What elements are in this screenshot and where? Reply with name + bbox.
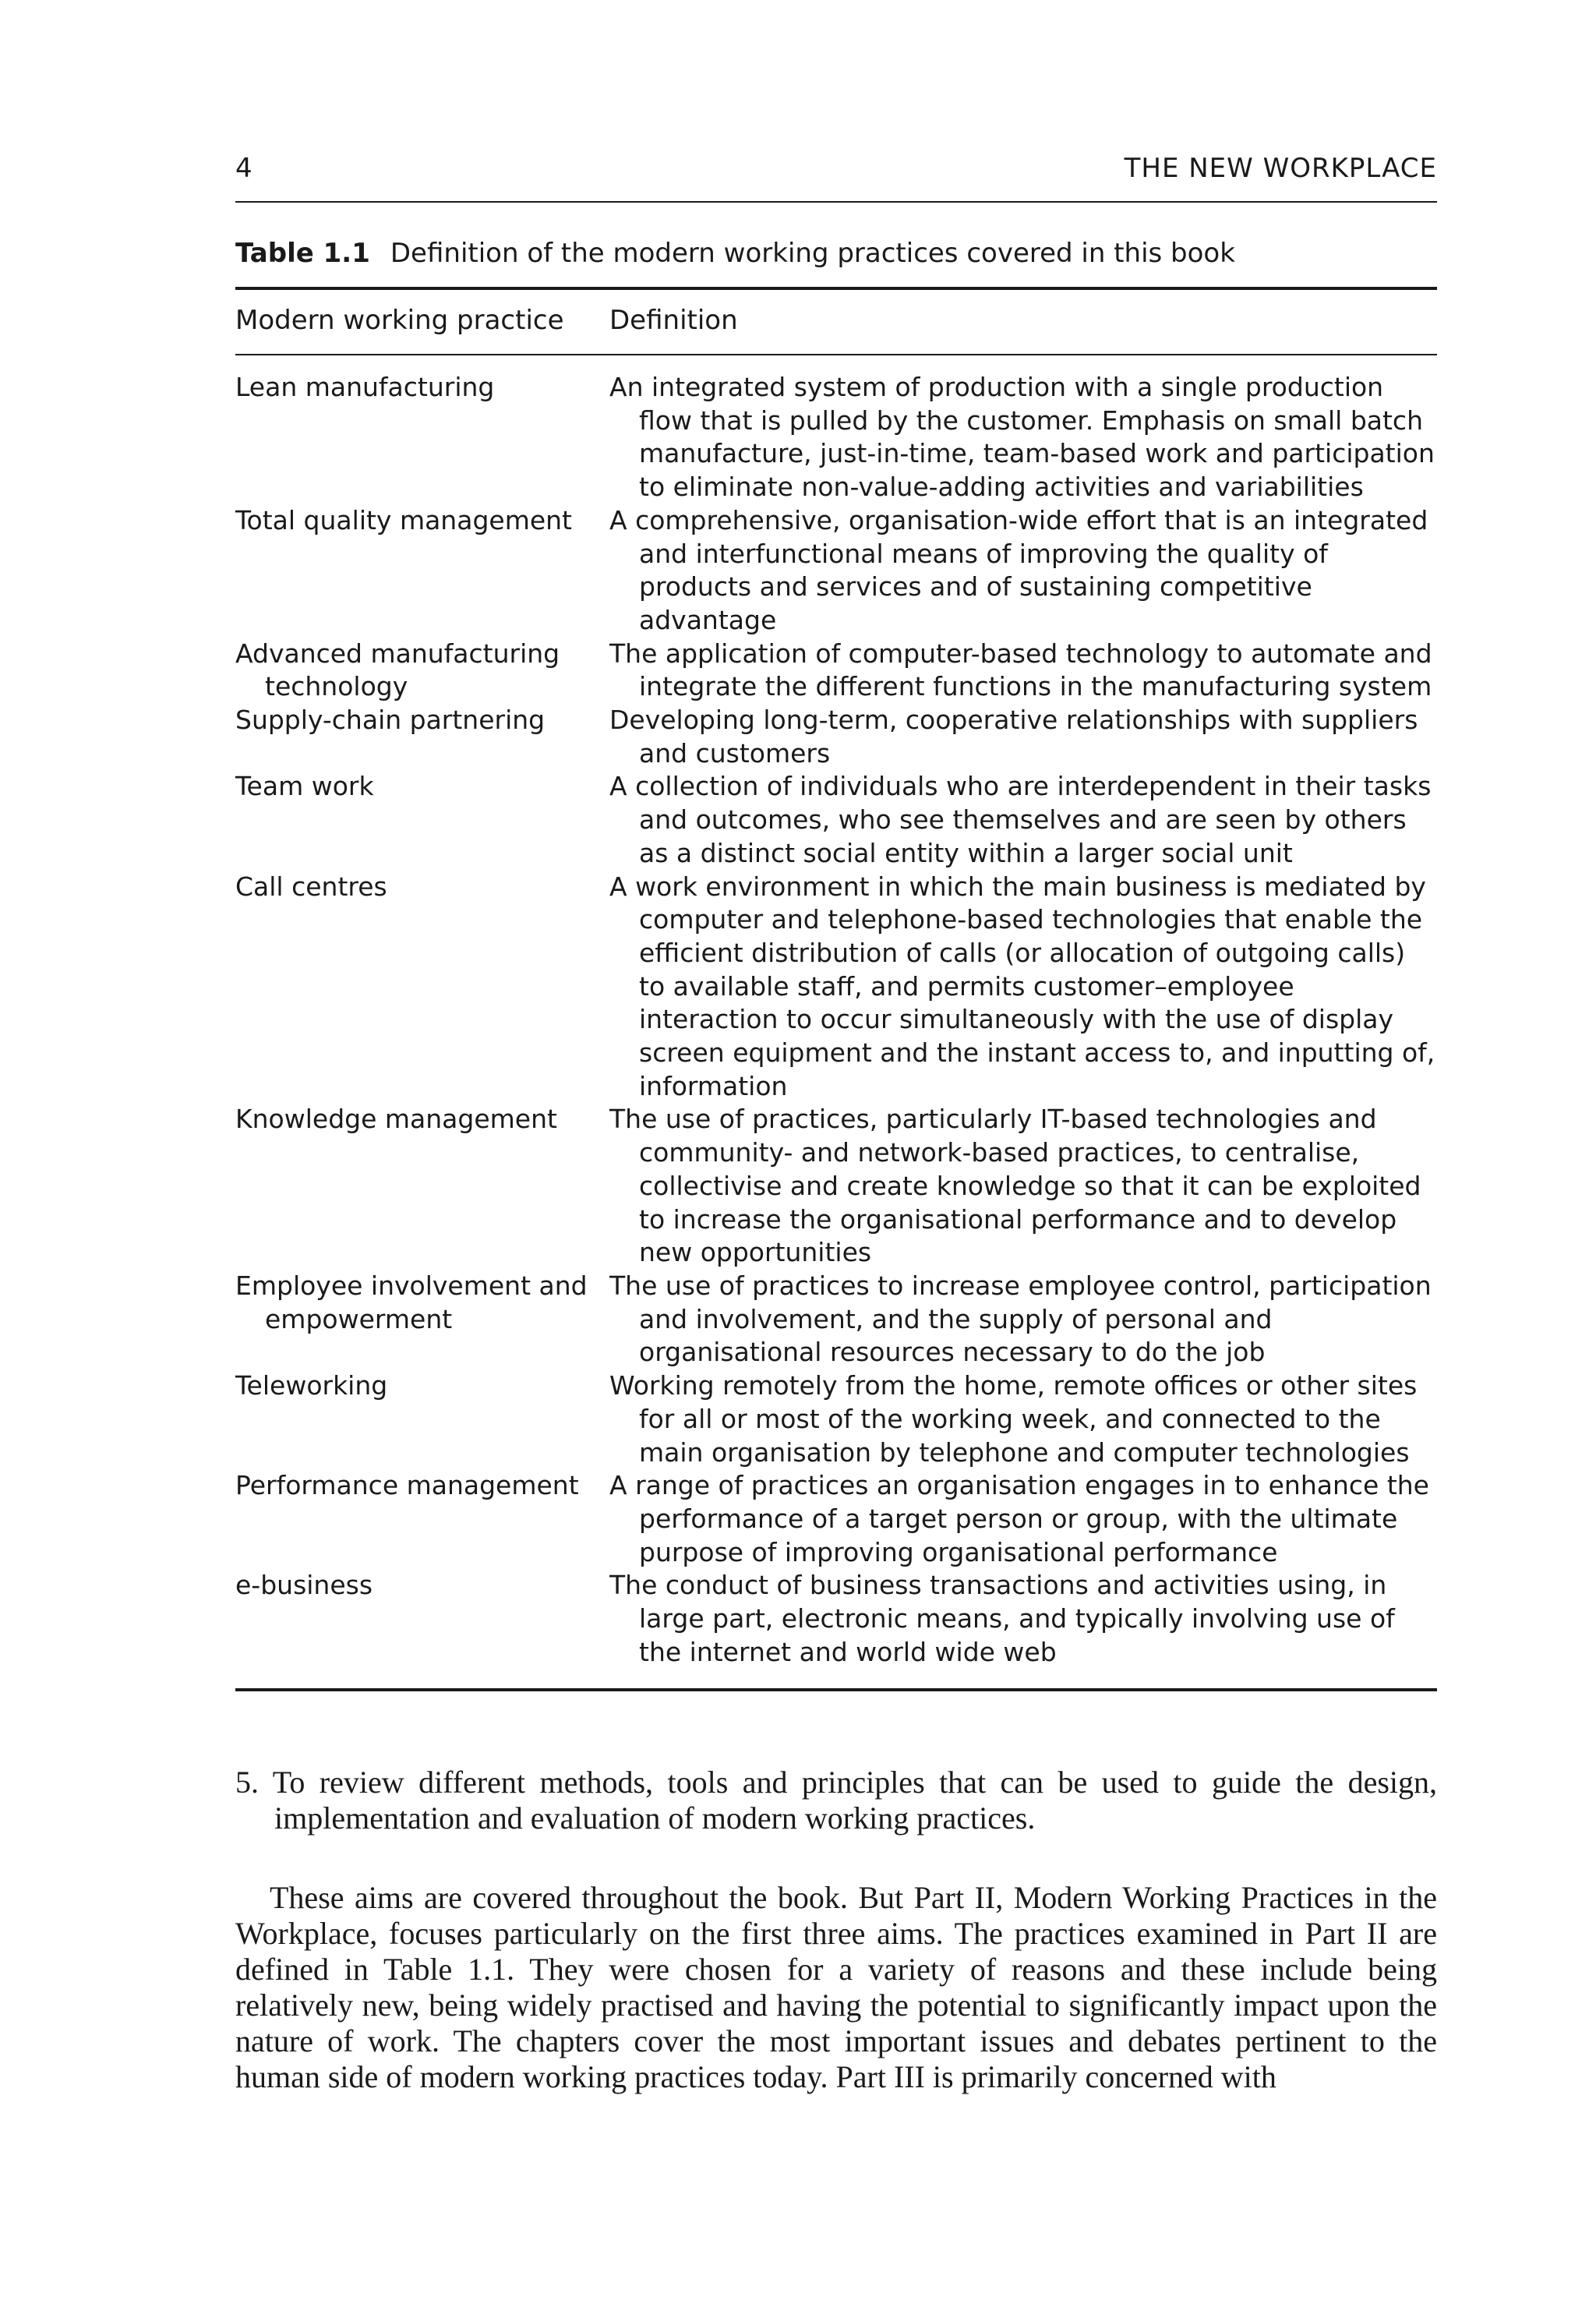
table-caption-text: Definition of the modern working practices covered in this book bbox=[390, 238, 1235, 269]
list-item-aim-5: 5. To review different methods, tools and principles that can be used to guide the design, implementation and evaluation of modern working practices. bbox=[235, 1765, 1437, 1836]
table-row bbox=[235, 1369, 1437, 1469]
body-paragraph: These aims are covered throughout the book. But Part II, Modern Working Practices in the Workplace, focuses particularly on the first three aims. The practices examined in Part II are defined in Table 1.1. They were chosen for a variety of reasons and these include being relatively new, being widely practised and having the potential to significantly impact upon the nature of work. The chapters cover the most important issues and debates pertinent to the human side of modern working practices today. Part III is primarily concerned with bbox=[235, 1880, 1437, 2094]
practice-term: Advanced manufacturing technology bbox=[235, 638, 560, 702]
table-caption bbox=[235, 238, 1437, 269]
table-row bbox=[235, 371, 1437, 504]
table-top-rule bbox=[235, 287, 1437, 290]
table-row bbox=[235, 504, 1437, 638]
practice-definition: A range of practices an organisation engages in to enhance the performance of a target person or group, with the ultimate purpose of improving organisational performance bbox=[609, 1470, 1429, 1567]
practice-definition: The use of practices, particularly IT-based technologies and community- and network-based practices, to centralise, collectivise and create knowledge so that it can be exploited to increase the organisational performance and to develop new opportunities bbox=[609, 1104, 1421, 1268]
table-caption-label: Table 1.1 bbox=[235, 238, 370, 269]
practice-definition: A collection of individuals who are interdependent in their tasks and outcomes, who see themselves and are seen by others as a distinct social entity within a larger social unit bbox=[609, 771, 1432, 868]
practice-term: Total quality management bbox=[235, 504, 572, 535]
table-row bbox=[235, 1469, 1437, 1569]
table-row bbox=[235, 1270, 1437, 1369]
page-number: 4 bbox=[235, 153, 252, 184]
practice-term: Lean manufacturing bbox=[235, 372, 495, 402]
practice-definition: The use of practices to increase employee control, participation and involvement, and the supply of personal and organisational resources necessary to do the job bbox=[609, 1270, 1432, 1368]
table-row bbox=[235, 770, 1437, 870]
practice-term: e-business bbox=[235, 1570, 373, 1601]
practice-term: Team work bbox=[235, 771, 374, 802]
practice-definition: The application of computer-based technology to automate and integrate the different functions in the manufacturing system bbox=[609, 638, 1432, 702]
practice-definition: Developing long-term, cooperative relationships with suppliers and customers bbox=[609, 705, 1418, 769]
table-header-rule bbox=[235, 354, 1437, 355]
table-row bbox=[235, 638, 1437, 704]
practice-term: Supply-chain partnering bbox=[235, 705, 546, 736]
table-row bbox=[235, 1569, 1437, 1669]
table-row bbox=[235, 871, 1437, 1104]
header-rule bbox=[235, 201, 1437, 203]
practice-term: Call centres bbox=[235, 871, 387, 902]
practice-definition: Working remotely from the home, remote offices or other sites for all or most of the working week, and connected to the main organisation by telephone and computer technologies bbox=[609, 1370, 1418, 1468]
practice-definition: An integrated system of production with a single production flow that is pulled by the customer. Emphasis on small batch manufacture, just-in-time, team-based work and participation to eliminate non-value-adding activities and variabilities bbox=[609, 372, 1435, 503]
practice-definition: A comprehensive, organisation-wide effort that is an integrated and interfunctional means of improving the quality of products and services and of sustaining competitive advantage bbox=[609, 504, 1428, 635]
practice-term: Teleworking bbox=[235, 1370, 388, 1401]
column-header-definition: Definition bbox=[609, 305, 738, 336]
running-head: THE NEW WORKPLACE bbox=[1124, 153, 1437, 184]
practice-term: Performance management bbox=[235, 1470, 579, 1501]
table-body bbox=[235, 371, 1437, 1669]
practice-definition: The conduct of business transactions and activities using, in large part, electronic means, and typically involving use of the internet and world wide web bbox=[609, 1570, 1395, 1667]
practice-definition: A work environment in which the main business is mediated by computer and telephone-based technologies that enable the efficient distribution of calls (or allocation of outgoing calls) to available staff, and permits customer–employee interaction to occur simultaneously with the use of display screen equipment and the instant access to, and inputting of, information bbox=[609, 871, 1435, 1101]
table-row bbox=[235, 1103, 1437, 1270]
practice-term: Knowledge management bbox=[235, 1104, 557, 1135]
table-bottom-rule bbox=[235, 1688, 1437, 1691]
page-header bbox=[235, 153, 1437, 190]
table-row bbox=[235, 704, 1437, 770]
column-header-practice: Modern working practice bbox=[235, 305, 564, 336]
practice-term: Employee involvement and empowerment bbox=[235, 1270, 588, 1334]
